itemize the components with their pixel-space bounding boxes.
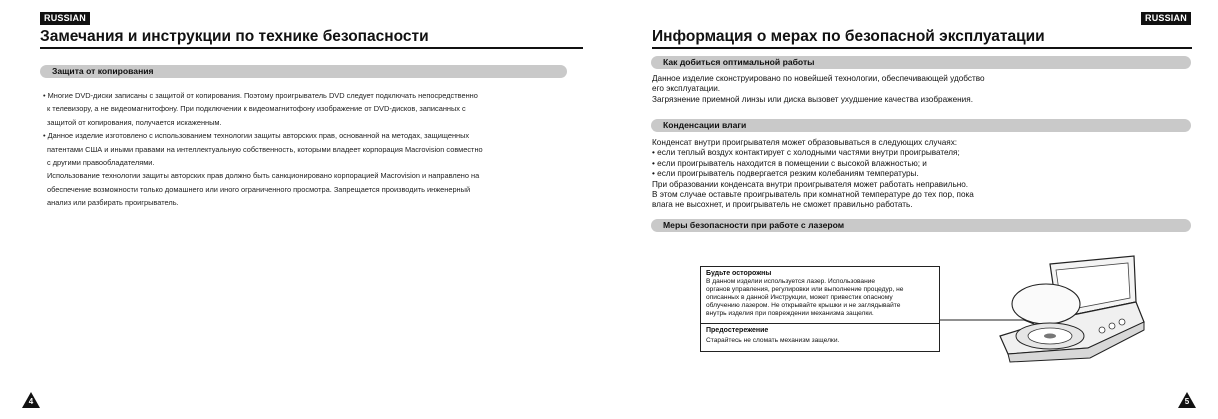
caution-line: внутрь изделия при повреждении механизма защелки. (706, 310, 874, 317)
text-line: • если проигрыватель подвергается резким колебаниям температуры. (652, 169, 919, 179)
text-line: При образовании конденсата внутри проигрывателя может работать неправильно. (652, 179, 969, 189)
language-tag-left: RUSSIAN (40, 12, 90, 25)
text-line: его эксплуатации. (652, 84, 721, 94)
title-rule-left (40, 47, 583, 49)
text-line: влага не высохнет, и проигрыватель не сможет правильно работать. (652, 200, 913, 210)
moisture-condensation-text (652, 138, 1192, 211)
text-line: • если теплый воздух контактирует с холодными частями внутри проигрывателя; (652, 148, 960, 158)
laser-warning-box (700, 266, 940, 352)
text-line: • Многие DVD-диски записаны с защитой от копирования. Поэтому проигрыватель DVD следует подключать непосредственно (43, 91, 478, 100)
text-line: патентами США и иными правами на интеллектуальную собственность, которыми владеет корпорация Macrovision совместно (47, 144, 483, 154)
text-line: • если проигрыватель находится в помещении с высокой влажностью; и (652, 158, 927, 168)
title-rule-right (652, 47, 1192, 49)
text-line: с другими правообладателями. (47, 158, 155, 168)
section-header-optimal-operation: Как добиться оптимальной работы (651, 56, 1191, 69)
text-line: анализ или разбирать проигрыватель. (47, 198, 179, 208)
page-number-right (1178, 392, 1196, 408)
notice-text: Старайтесь не сломать механизм защелки. (706, 337, 840, 344)
language-tag-right: RUSSIAN (1141, 12, 1191, 25)
caution-title: Будьте осторожны (706, 270, 772, 277)
text-line: обеспечение возможности только домашнего или иного ограниченного просмотра. Запрещается производить инженерный (47, 184, 471, 194)
page-number-text: 4 (28, 397, 34, 406)
optimal-operation-text (652, 74, 1192, 105)
text-line: Загрязнение приемной линзы или диска вызовет ухудшение качества изображения. (652, 94, 973, 104)
text-line: Использование технологии защиты авторских прав должно быть санкционировано корпорацией Macrovision и направлено на (47, 171, 480, 181)
copy-protection-text (43, 89, 573, 210)
notice-title: Предостережение (706, 327, 769, 334)
text-line: защитой от копирования, получается искаженным. (47, 117, 222, 127)
caution-line: облучению лазером. Не открывайте крышки и не заглядывайте (706, 302, 901, 309)
section-header-copy-protection: Защита от копирования (40, 65, 567, 78)
page-title-left: Замечания и инструкции по технике безопасности (40, 28, 429, 45)
text-line: Данное изделие сконструировано по новейшей технологии, обеспечивающей удобство (652, 74, 985, 83)
section-header-laser-safety: Меры безопасности при работе с лазером (651, 219, 1191, 232)
caution-line: органов управления, регулировки или выполнение процедур, не (706, 286, 904, 293)
text-line: Конденсат внутри проигрывателя может образовываться в следующих случаях: (652, 138, 958, 147)
portable-dvd-player-illustration-icon (938, 238, 1148, 364)
page-number-text: 5 (1184, 397, 1190, 406)
page-title-right: Информация о мерах по безопасной эксплуатации (652, 28, 1045, 45)
text-line: к телевизору, а не видеомагнитофону. При подключении к видеомагнитофону изображение от DVD-дисков, записанных с (47, 104, 466, 114)
caution-line: описанных в данной Инструкции, может привестик опасному (706, 294, 893, 301)
text-line: В этом случае оставьте проигрыватель при комнатной температуре до тех пор, пока (652, 190, 974, 200)
page-number-left (22, 392, 40, 408)
text-line: • Данное изделие изготовлено с использованием технологии защиты авторских прав, основанной на методах, защищенных (43, 131, 470, 141)
section-header-moisture-condensation: Конденсации влаги (651, 119, 1191, 132)
caution-line: В данном изделии используется лазер. Использование (706, 278, 876, 285)
